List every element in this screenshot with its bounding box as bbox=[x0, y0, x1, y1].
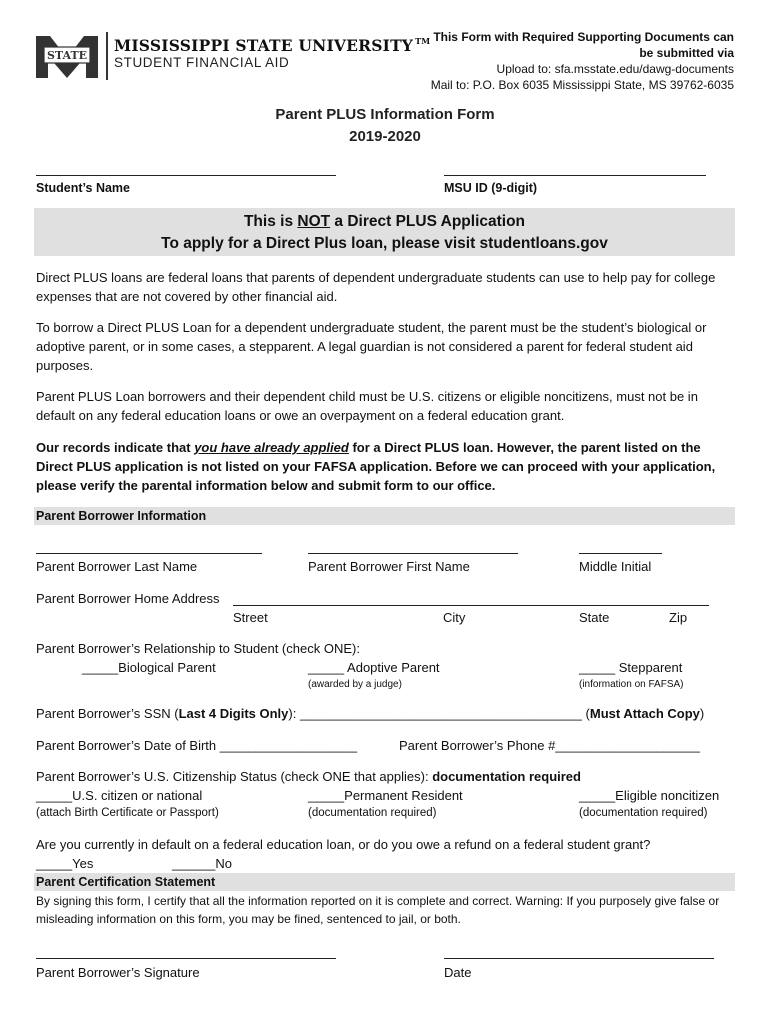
department-name: STUDENT FINANCIAL AID bbox=[114, 55, 290, 70]
relationship-label: Parent Borrower’s Relationship to Student (check ONE): bbox=[36, 641, 360, 656]
msu-logo bbox=[34, 28, 431, 90]
section-parent-borrower: Parent Borrower Information bbox=[34, 507, 735, 525]
signature-line[interactable] bbox=[36, 958, 336, 959]
paragraph-citizenship: Parent PLUS Loan borrowers and their dependent child must be U.S. citizens or eligible noncitizens, must not be in default on any federal education loans or owe an overpayment on a federal education grant. bbox=[36, 389, 698, 423]
permanent-resident-note: (documentation required) bbox=[308, 807, 437, 819]
student-name-line[interactable] bbox=[36, 175, 336, 176]
last-name-line[interactable] bbox=[36, 553, 262, 554]
paragraph-plus-loans: Direct PLUS loans are federal loans that parents of dependent undergraduate students can use to help pay for college expenses that are not covered by other financial aid. bbox=[36, 270, 716, 304]
msu-m-logo-icon bbox=[34, 28, 100, 84]
form-year: 2019-2020 bbox=[349, 128, 421, 145]
form-title: Parent PLUS Information Form bbox=[275, 106, 495, 123]
last-name-label: Parent Borrower Last Name bbox=[36, 559, 198, 574]
submission-instructions: This Form with Required Supporting Documents can be submitted via Upload to: sfa.msstate.edu/dawg-documents Mail to: P.O. Box 6035 Mississippi State, MS 39762-6035 bbox=[430, 30, 734, 92]
zip-label: Zip bbox=[669, 610, 688, 625]
signature-label: Parent Borrower’s Signature bbox=[36, 965, 200, 980]
home-address-line[interactable] bbox=[233, 605, 709, 606]
option-us-citizen[interactable]: _____U.S. citizen or national bbox=[36, 788, 203, 803]
middle-initial-line[interactable] bbox=[579, 553, 662, 554]
date-line[interactable] bbox=[444, 958, 714, 959]
section-certification: Parent Certification Statement bbox=[34, 873, 735, 891]
msu-id-line[interactable] bbox=[444, 175, 706, 176]
phone-field[interactable]: Parent Borrower’s Phone #____________________ bbox=[399, 738, 700, 753]
eligible-noncitizen-note: (documentation required) bbox=[579, 807, 708, 819]
svg-text:STATE: STATE bbox=[46, 49, 88, 62]
not-application-banner: This is NOT a Direct PLUS Application To apply for a Direct Plus loan, please visit studentloans.gov bbox=[34, 208, 735, 256]
option-stepparent[interactable]: _____ Stepparent bbox=[579, 660, 683, 675]
first-name-line[interactable] bbox=[308, 553, 518, 554]
home-address-label: Parent Borrower Home Address bbox=[36, 591, 220, 606]
paragraph-records-notice: Our records indicate that you have already applied for a Direct PLUS loan. However, the parent listed on the Direct PLUS application is not listed on your FAFSA application. Before we can proceed with your application, please verify the parental information below and submit form to our office. bbox=[36, 440, 716, 493]
paragraph-eligibility-parent: To borrow a Direct PLUS Loan for a dependent undergraduate student, the parent must be the student’s biological or adoptive parent, or in some cases, a stepparent. A legal guardian is not considered a parent for federal student aid purposes. bbox=[36, 320, 707, 373]
citizenship-label: Parent Borrower’s U.S. Citizenship Status (check ONE that applies): documentation required bbox=[36, 769, 581, 784]
option-biological-parent[interactable]: _____Biological Parent bbox=[82, 660, 216, 675]
ssn-row[interactable]: Parent Borrower’s SSN (Last 4 Digits Only): _______________________________________ (Must Attach Copy) bbox=[36, 706, 705, 721]
university-name: MISSISSIPPI STATE UNIVERSITY ™ bbox=[114, 36, 431, 55]
option-eligible-noncitizen[interactable]: _____Eligible noncitizen bbox=[579, 788, 720, 803]
city-label: City bbox=[443, 610, 466, 625]
option-permanent-resident[interactable]: _____Permanent Resident bbox=[308, 788, 463, 803]
state-label: State bbox=[579, 610, 610, 625]
adoptive-note: (awarded by a judge) bbox=[308, 679, 402, 690]
date-label: Date bbox=[444, 965, 472, 980]
us-citizen-note: (attach Birth Certificate or Passport) bbox=[36, 807, 219, 819]
logo-divider bbox=[106, 32, 108, 80]
option-adoptive-parent[interactable]: _____ Adoptive Parent bbox=[308, 660, 440, 675]
msu-id-label: MSU ID (9-digit) bbox=[444, 181, 538, 195]
date-of-birth-field[interactable]: Parent Borrower’s Date of Birth ___________________ bbox=[36, 738, 358, 753]
option-no[interactable]: ______No bbox=[172, 856, 232, 871]
default-question: Are you currently in default on a federal education loan, or do you owe a refund on a federal student grant? bbox=[36, 837, 651, 852]
option-yes[interactable]: _____Yes bbox=[36, 856, 94, 871]
stepparent-note: (information on FAFSA) bbox=[579, 679, 684, 690]
student-name-label: Student’s Name bbox=[36, 181, 131, 195]
middle-initial-label: Middle Initial bbox=[579, 559, 652, 574]
certification-text: By signing this form, I certify that all the information reported on it is complete and correct. Warning: If you purposely give false or misleading information on this form, you may be fined, sentenced to jail, or both. bbox=[36, 894, 720, 926]
first-name-label: Parent Borrower First Name bbox=[308, 559, 470, 574]
street-label: Street bbox=[233, 610, 268, 625]
